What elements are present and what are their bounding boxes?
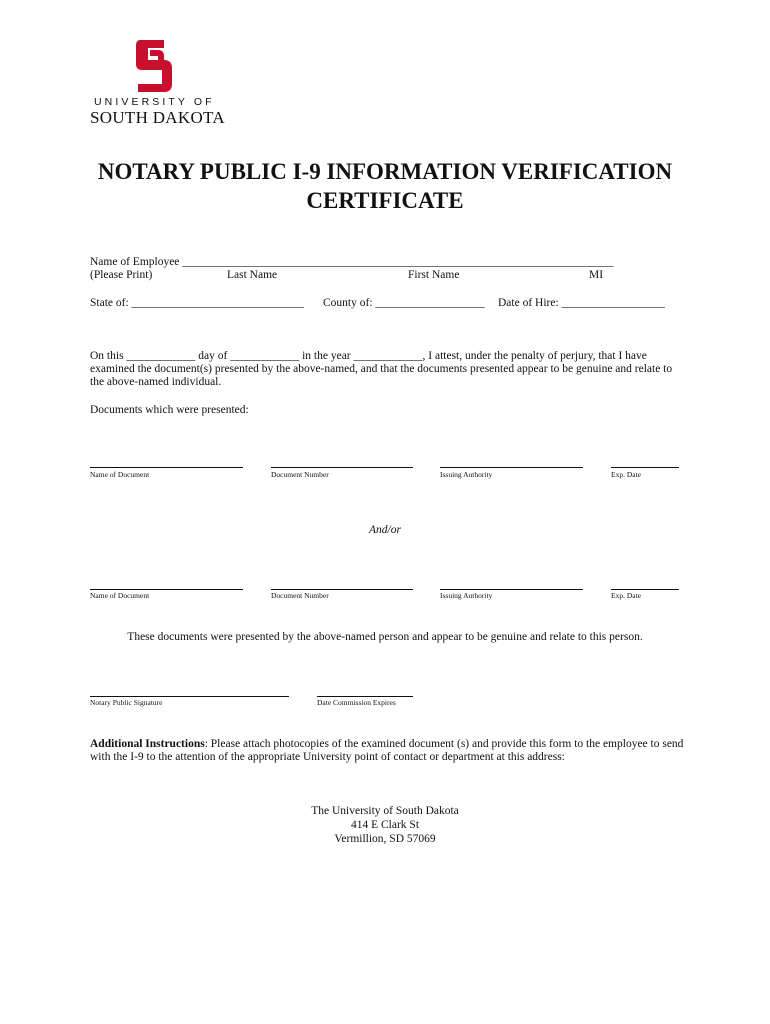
logo-line-south-dakota: SOUTH DAKOTA xyxy=(90,108,225,127)
attestation-line-2: examined the document(s) presented by the above-named, and that the documents presented appear to be genuine and relate to xyxy=(90,363,673,375)
presented-statement: These documents were presented by the above-named person and appear to be genuine and relate to this person. xyxy=(127,631,643,643)
attestation-line-1[interactable]: On this ____________ day of ____________ in the year ____________, I attest, under the penalty of perjury, that I have xyxy=(90,350,647,362)
doc1-authority-label: Issuing Authority xyxy=(440,470,493,479)
doc2-number-label: Document Number xyxy=(271,591,329,600)
address-line-2: 414 E Clark St xyxy=(350,819,420,831)
last-name-label: Last Name xyxy=(227,269,278,281)
doc2-authority-line[interactable] xyxy=(440,589,583,590)
first-name-label: First Name xyxy=(408,269,460,281)
title-line-2: CERTIFICATE xyxy=(306,188,464,213)
notary-signature-line[interactable] xyxy=(90,696,289,697)
documents-presented-label: Documents which were presented: xyxy=(90,404,249,416)
doc1-name-label: Name of Document xyxy=(90,470,150,479)
county-field[interactable]: County of: ___________________ xyxy=(323,297,485,309)
employee-name-field[interactable]: Name of Employee ___________________________________________________________________________ xyxy=(90,256,614,268)
andor-label: And/or xyxy=(369,524,401,536)
attestation-paragraph xyxy=(90,350,690,389)
attestation-line-3: the above-named individual. xyxy=(90,376,222,388)
title-line-1: NOTARY PUBLIC I-9 INFORMATION VERIFICATION xyxy=(97,159,673,184)
doc1-number-label: Document Number xyxy=(271,470,329,479)
notary-signature-label: Notary Public Signature xyxy=(90,698,163,707)
doc2-authority-label: Issuing Authority xyxy=(440,591,493,600)
address-line-3: Vermillion, SD 57069 xyxy=(334,833,436,845)
instructions-line-2: with the I-9 to the attention of the appropriate University point of contact or department at this address: xyxy=(90,751,565,763)
instructions-line-1: : Please attach photocopies of the examined document (s) and provide this form to the employee to send xyxy=(204,738,684,750)
doc2-exp-line[interactable] xyxy=(611,589,679,590)
logo-line-university-of: UNIVERSITY OF xyxy=(94,96,215,108)
doc2-name-label: Name of Document xyxy=(90,591,150,600)
date-of-hire-field[interactable]: Date of Hire: __________________ xyxy=(498,297,666,309)
commission-expires-label: Date Commission Expires xyxy=(317,698,396,707)
address-line-1: The University of South Dakota xyxy=(311,805,459,817)
doc1-exp-label: Exp. Date xyxy=(611,470,641,479)
commission-expires-line[interactable] xyxy=(317,696,413,697)
doc2-exp-label: Exp. Date xyxy=(611,591,641,600)
additional-instructions xyxy=(90,738,690,763)
sd-logo-icon xyxy=(134,38,174,94)
please-print-label: (Please Print) xyxy=(90,269,153,281)
university-logo xyxy=(90,38,225,128)
state-field[interactable]: State of: ______________________________ xyxy=(90,297,305,309)
doc1-name-line[interactable] xyxy=(90,467,243,468)
mi-label: MI xyxy=(589,269,604,281)
mailing-address xyxy=(0,804,770,846)
additional-instructions-label: Additional Instructions xyxy=(90,738,205,750)
doc1-exp-line[interactable] xyxy=(611,467,679,468)
doc1-number-line[interactable] xyxy=(271,467,413,468)
doc2-name-line[interactable] xyxy=(90,589,243,590)
page-title xyxy=(0,157,770,215)
doc2-number-line[interactable] xyxy=(271,589,413,590)
doc1-authority-line[interactable] xyxy=(440,467,583,468)
